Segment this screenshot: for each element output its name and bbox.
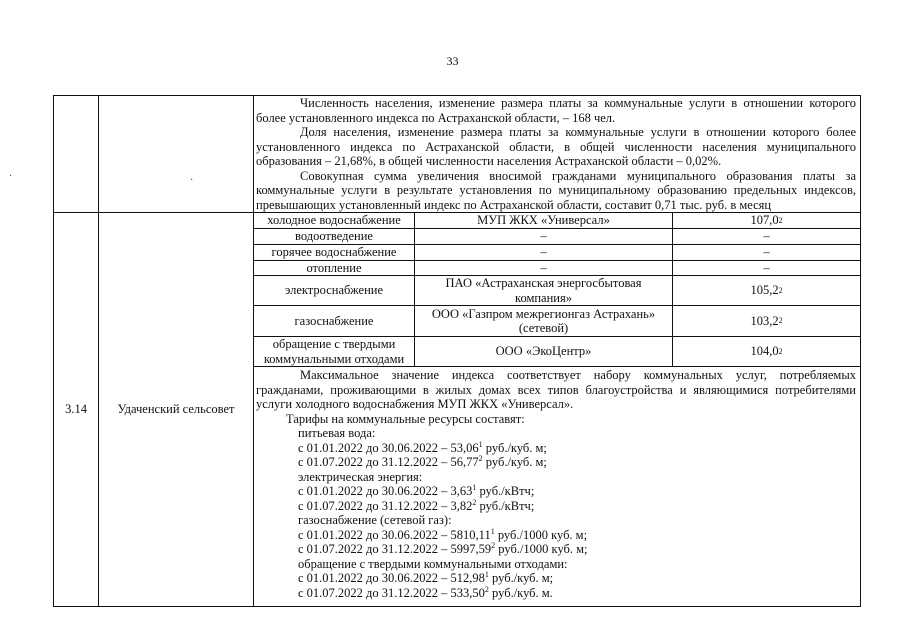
service-index: 103,2 2 [750, 313, 783, 328]
tariff-line: с 01.01.2022 до 30.06.2022 – 5810,11$^1$ руб./1000 куб. м; [298, 526, 588, 542]
service-index: – [763, 261, 770, 275]
tariff-group-title: питьевая вода: [298, 426, 376, 440]
tariffs-intro: Тарифы на коммунальные ресурсы составят: [286, 411, 525, 426]
tariff-group-title: обращение с твердыми коммунальными отходами: [298, 556, 568, 571]
tariff-line: с 01.07.2022 до 31.12.2022 – 5997,59$^2$ руб./1000 куб. м; [298, 540, 588, 556]
service-provider: ООО «ЭкоЦентр» [495, 344, 592, 359]
service-name: обращение с твердыми коммунальными отходами [263, 337, 405, 366]
service-index: 107,0 2 [750, 213, 783, 228]
summary-text [256, 368, 856, 606]
tariff-line: с 01.01.2022 до 30.06.2022 – 512,98$^1$ руб./куб. м; [298, 569, 554, 585]
intro-paragraph: Доля населения, изменение размера платы за коммунальные услуги в отношении которого более установленного индекса по Астраханской области, в общей численности населения муниципального образования – 21,68%, в общей численности населения Астраханской области – 0,02%. [256, 125, 856, 168]
service-provider: ООО «Газпром межрегионгаз Астрахань» (сетевой) [431, 306, 656, 335]
service-name: газоснабжение [294, 313, 374, 328]
tariff-line: с 01.01.2022 до 30.06.2022 – 3,63$^1$ руб./кВтч; [298, 482, 535, 498]
intro-paragraph: Численность населения, изменение размера платы за коммунальные услуги в отношении которого более установленного индекса по Астраханской области, – 168 чел. [256, 96, 856, 125]
intro-text [256, 96, 856, 212]
service-name: водоотведение [295, 229, 373, 244]
stray-mark: · [9, 171, 13, 182]
summary-paragraph: Максимальное значение индекса соответствует набору коммунальных услуг, потребляемых гражданами, проживающими в жилых домах всех типов благоустройства и являющимися потребителями услуги холодного водоснабжения МУП ЖКХ «Универсал». [256, 368, 856, 411]
tariff-line: с 01.07.2022 до 31.12.2022 – 3,82$^2$ руб./кВтч; [298, 497, 535, 513]
service-name: электроснабжение [284, 283, 384, 298]
service-index: – [763, 245, 770, 260]
service-index: – [763, 229, 770, 244]
tariff-line: с 01.07.2022 до 31.12.2022 – 56,77$^2$ руб./куб. м; [298, 453, 547, 469]
service-provider: ПАО «Астраханская энергосбытовая компания» [445, 276, 642, 305]
service-provider: – [540, 229, 547, 244]
row-number: 3.14 [65, 402, 87, 417]
service-index: 105,2 2 [750, 283, 783, 298]
page-number: 33 [446, 54, 459, 68]
tariff-line: с 01.01.2022 до 30.06.2022 – 53,06$^1$ руб./куб. м; [298, 439, 547, 455]
stray-mark: · [190, 175, 194, 186]
tariff-group-title: электрическая энергия: [298, 469, 423, 484]
service-name: горячее водоснабжение [271, 245, 397, 260]
municipality-name: Удаченский сельсовет [117, 402, 235, 417]
service-name: холодное водоснабжение [267, 213, 401, 228]
service-provider: – [540, 245, 547, 260]
service-name: отопление [306, 261, 362, 275]
service-index: 104,0 2 [750, 344, 783, 359]
service-provider: – [540, 261, 547, 275]
service-provider: МУП ЖКХ «Универсал» [477, 213, 610, 228]
tariff-line: с 01.07.2022 до 31.12.2022 – 533,50$^2$ руб./куб. м. [298, 584, 553, 600]
tariff-group-title: газоснабжение (сетевой газ): [298, 513, 452, 527]
intro-paragraph: Совокупная сумма увеличения вносимой гражданами муниципального образования платы за коммунальные услуги в результате установления по муниципальному образованию предельных индексов, превышающих установленный индекс по Астраханской области, составит 0,71 тыс. руб. в месяц [256, 168, 856, 212]
